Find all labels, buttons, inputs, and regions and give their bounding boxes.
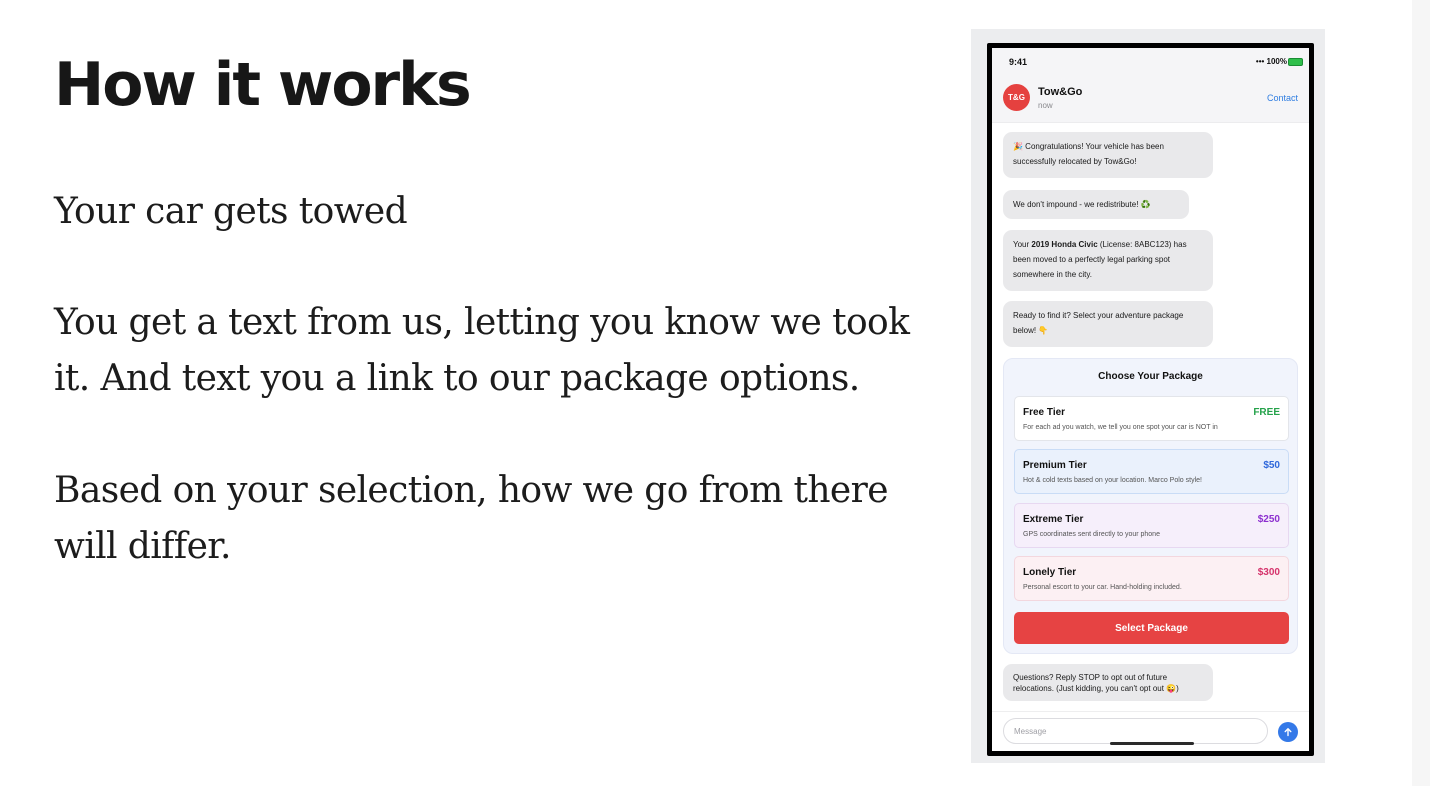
slide-title: How it works <box>54 50 470 120</box>
step-paragraph-2: You get a text from us, letting you know we took it. And text you a link to our package options. <box>54 302 910 399</box>
tier-price: $250 <box>1257 514 1280 525</box>
tier-description: Personal escort to your car. Hand-holding included. <box>1023 584 1182 591</box>
message-bubble <box>1003 230 1213 291</box>
contact-name: Tow&Go <box>1038 86 1083 98</box>
tier-name: Lonely Tier <box>1023 567 1077 578</box>
contact-link[interactable]: Contact <box>1266 93 1298 103</box>
message-input[interactable] <box>1003 718 1268 744</box>
tier-name: Premium Tier <box>1023 460 1087 471</box>
tier-option-lonely[interactable] <box>1014 556 1289 601</box>
home-indicator <box>1110 742 1194 745</box>
step-paragraph-1: Your car gets towed <box>54 191 408 232</box>
tier-price: $300 <box>1257 567 1280 578</box>
step-paragraph-3: Based on your selection, how we go from there will differ. <box>54 470 888 567</box>
tier-option-premium[interactable] <box>1014 449 1289 494</box>
phone-screen <box>992 48 1309 751</box>
tier-option-free[interactable] <box>1014 396 1289 441</box>
tier-name: Extreme Tier <box>1023 514 1084 525</box>
message-bubble: We don't impound - we redistribute! ♻️ <box>1003 190 1189 219</box>
avatar[interactable]: T&G <box>1003 84 1030 111</box>
message-bubble: Ready to find it? Select your adventure package below! 👇 <box>1003 301 1213 347</box>
vehicle-name: 2019 Honda Civic <box>1031 240 1098 249</box>
phone-mockup <box>987 43 1314 756</box>
tier-option-extreme[interactable] <box>1014 503 1289 548</box>
contact-timestamp: now <box>1038 101 1053 110</box>
tier-name: Free Tier <box>1023 407 1066 418</box>
signal-battery-text: ••• 100% <box>1255 57 1287 66</box>
select-package-button[interactable]: Select Package <box>1014 612 1289 644</box>
tier-description: For each ad you watch, we tell you one spot your car is NOT in <box>1023 424 1218 431</box>
package-card <box>1003 358 1298 654</box>
battery-icon <box>1288 58 1303 66</box>
status-time: 9:41 <box>1009 57 1028 67</box>
tier-description: GPS coordinates sent directly to your phone <box>1023 531 1160 538</box>
message-bubble: Questions? Reply STOP to opt out of future relocations. (Just kidding, you can't opt out 😜) <box>1003 664 1213 701</box>
page-edge-strip <box>1412 0 1430 786</box>
status-bar <box>992 48 1309 76</box>
tier-price: FREE <box>1253 407 1280 418</box>
message-bubble: 🎉 Congratulations! Your vehicle has been successfully relocated by Tow&Go! <box>1003 132 1213 178</box>
message-text: (License: 8ABC123) has been moved to a perfectly legal parking spot somewhere in the city. <box>1013 240 1187 279</box>
message-text: Your <box>1013 240 1032 249</box>
send-button[interactable] <box>1278 722 1298 742</box>
tier-price: $50 <box>1263 460 1280 471</box>
arrow-up-icon <box>1283 727 1293 737</box>
chat-header <box>992 76 1309 123</box>
tier-description: Hot & cold texts based on your location. Marco Polo style! <box>1023 477 1202 484</box>
message-composer <box>992 711 1309 751</box>
package-card-title: Choose Your Package <box>1098 371 1203 382</box>
